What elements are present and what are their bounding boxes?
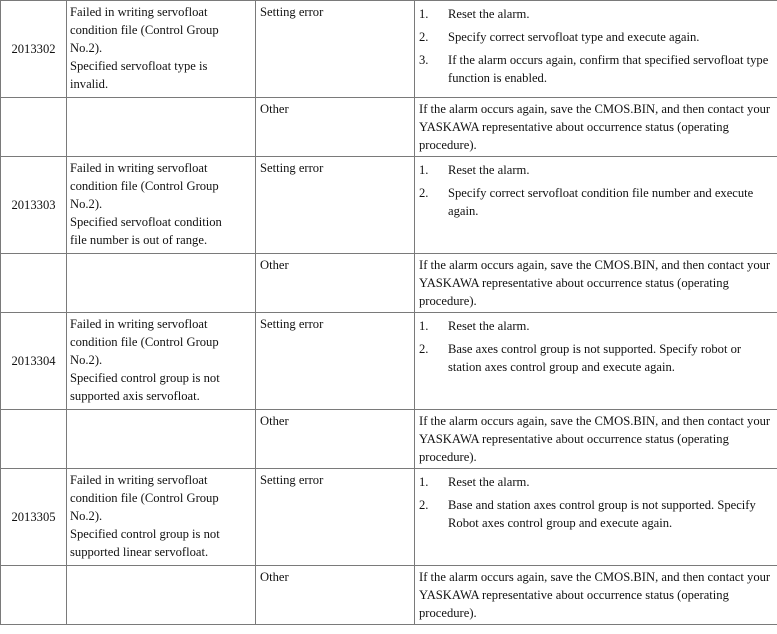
empty-cell [67,254,256,313]
table-row [1,410,777,469]
table-row [1,98,777,157]
remedy-step [419,496,773,532]
step-number: 1. [419,475,429,489]
cause-line: Specified servofloat condition [70,215,222,229]
step-text: If the alarm occurs again, confirm that specified servofloat type function is enabled. [448,53,769,85]
step-text: Reset the alarm. [448,475,530,489]
step-number: 1. [419,319,429,333]
cause-line: condition file (Control Group [70,23,219,37]
cause-line: Specified control group is not [70,527,220,541]
cause-line: No.2). [70,197,103,211]
remedy-text: If the alarm occurs again, save the CMOS.BIN, and then contact your YASKAWA representative about occurrence status (operating procedure). [415,566,777,625]
step-number: 2. [419,342,429,356]
step-number: 1. [419,163,429,177]
error-type: Other [256,566,415,625]
alarm-cause [67,313,256,410]
empty-cell [67,98,256,157]
cause-line: file number is out of range. [70,233,208,247]
remedy-step [419,28,773,46]
cause-line: Failed in writing servofloat [70,473,208,487]
cause-line: supported axis servofloat. [70,389,200,403]
alarm-code: 2013305 [1,469,67,566]
cause-line: condition file (Control Group [70,491,219,505]
error-type: Other [256,98,415,157]
step-number: 2. [419,498,429,512]
empty-cell [67,566,256,625]
step-text: Specify correct servofloat type and execute again. [448,30,700,44]
remedy-step [419,51,773,87]
empty-cell [1,98,67,157]
cause-line: Failed in writing servofloat [70,317,208,331]
error-type: Other [256,410,415,469]
remedy-text: If the alarm occurs again, save the CMOS.BIN, and then contact your YASKAWA representative about occurrence status (operating procedure). [415,98,777,157]
step-text: Specify correct servofloat condition file number and execute again. [448,186,754,218]
cause-line: No.2). [70,353,103,367]
alarm-cause [67,469,256,566]
cause-line: condition file (Control Group [70,179,219,193]
alarm-cause [67,1,256,98]
step-number: 2. [419,30,429,44]
step-text: Reset the alarm. [448,163,530,177]
cause-line: No.2). [70,41,103,55]
remedy-text: If the alarm occurs again, save the CMOS.BIN, and then contact your YASKAWA representative about occurrence status (operating procedure). [415,254,777,313]
error-type: Setting error [256,1,415,98]
remedy-steps [415,313,777,410]
cause-line: Failed in writing servofloat [70,5,208,19]
alarm-code: 2013303 [1,157,67,254]
alarm-cause [67,157,256,254]
remedy-step [419,184,773,220]
cause-line: supported linear servofloat. [70,545,209,559]
cause-line: condition file (Control Group [70,335,219,349]
remedy-text: If the alarm occurs again, save the CMOS.BIN, and then contact your YASKAWA representative about occurrence status (operating procedure). [415,410,777,469]
error-type: Setting error [256,157,415,254]
empty-cell [1,566,67,625]
table-row [1,254,777,313]
remedy-steps [415,469,777,566]
remedy-steps [415,1,777,98]
error-type: Other [256,254,415,313]
cause-line: Failed in writing servofloat [70,161,208,175]
remedy-step [419,317,773,335]
alarm-code: 2013304 [1,313,67,410]
table-row [1,1,777,98]
remedy-step [419,5,773,23]
step-text: Reset the alarm. [448,319,530,333]
cause-line: No.2). [70,509,103,523]
alarm-code: 2013302 [1,1,67,98]
empty-cell [67,410,256,469]
remedy-step [419,473,773,491]
empty-cell [1,410,67,469]
empty-cell [1,254,67,313]
remedy-step [419,161,773,179]
remedy-steps [415,157,777,254]
step-number: 3. [419,53,429,67]
table-row [1,157,777,254]
table-row [1,566,777,625]
step-text: Reset the alarm. [448,7,530,21]
cause-line: Specified control group is not [70,371,220,385]
cause-line: Specified servofloat type is [70,59,208,73]
cause-line: invalid. [70,77,109,91]
step-number: 1. [419,7,429,21]
table-row [1,469,777,566]
step-text: Base axes control group is not supported. Specify robot or station axes control group and execute again. [448,342,742,374]
remedy-step [419,340,773,376]
table-row [1,313,777,410]
step-text: Base and station axes control group is not supported. Specify Robot axes control group and execute again. [448,498,756,530]
step-number: 2. [419,186,429,200]
error-type: Setting error [256,469,415,566]
error-type: Setting error [256,313,415,410]
